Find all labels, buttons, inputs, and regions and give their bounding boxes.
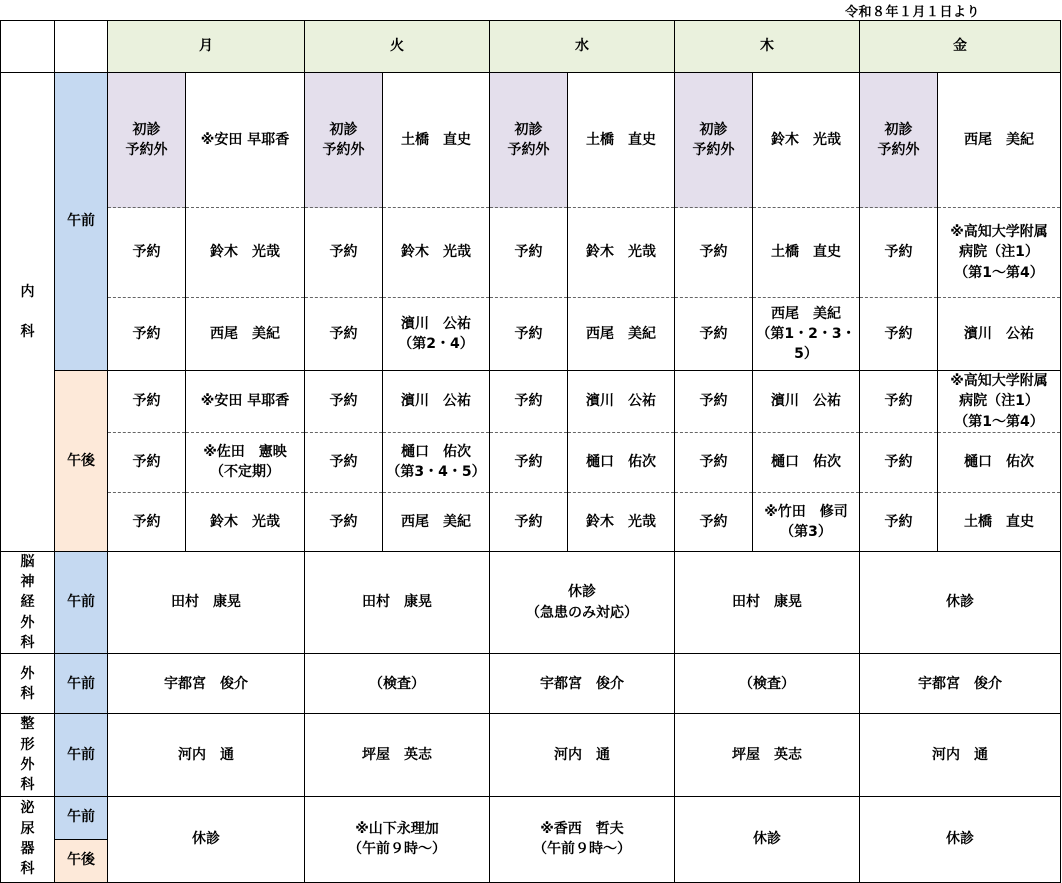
outpatient-schedule-table bbox=[0, 20, 1061, 883]
hinyoki-fri: 休診 bbox=[860, 796, 1061, 882]
dept-naika: 内 科 bbox=[1, 73, 55, 552]
slot-type: 初診 予約外 bbox=[108, 73, 186, 208]
period-am: 午前 bbox=[55, 796, 108, 839]
slot-type: 初診 予約外 bbox=[490, 73, 568, 208]
period-am: 午前 bbox=[55, 654, 108, 714]
seikei-wed: 河内 通 bbox=[490, 714, 675, 796]
effective-date-note: 令和８年１月１日より bbox=[844, 5, 980, 20]
day-header-mon: 月 bbox=[108, 21, 305, 73]
slot-doctor: 土橋 直史 bbox=[383, 73, 490, 208]
geka-row bbox=[1, 654, 1061, 714]
slot-doctor: 西尾 美紀 （第1・2・3・ 5） bbox=[753, 298, 860, 371]
noshinkei-fri: 休診 bbox=[860, 551, 1061, 653]
slot-doctor: 土橋 直史 bbox=[753, 208, 860, 298]
slot-type: 予約 bbox=[675, 298, 753, 371]
slot-type: 予約 bbox=[305, 432, 383, 492]
slot-type: 予約 bbox=[675, 432, 753, 492]
seikei-mon: 河内 通 bbox=[108, 714, 305, 796]
noshinkei-wed: 休診 （急患のみ対応） bbox=[490, 551, 675, 653]
slot-type: 予約 bbox=[860, 371, 938, 433]
geka-fri: 宇都宮 俊介 bbox=[860, 654, 1061, 714]
hinyoki-tue: ※山下永理加 （午前９時～） bbox=[305, 796, 490, 882]
slot-type: 予約 bbox=[675, 208, 753, 298]
dept-hinyoki: 泌 尿 器 科 bbox=[1, 796, 55, 882]
slot-doctor: 濱川 公祐 （第2・4） bbox=[383, 298, 490, 371]
slot-doctor: 西尾 美紀 bbox=[383, 492, 490, 551]
noshinkei-row bbox=[1, 551, 1061, 653]
slot-doctor: 濱川 公祐 bbox=[938, 298, 1061, 371]
period-pm: 午後 bbox=[55, 371, 108, 552]
slot-doctor: 土橋 直史 bbox=[938, 492, 1061, 551]
hinyoki-thu: 休診 bbox=[675, 796, 860, 882]
hinyoki-mon: 休診 bbox=[108, 796, 305, 882]
slot-doctor: 西尾 美紀 bbox=[938, 73, 1061, 208]
day-header-row bbox=[1, 21, 1061, 73]
hinyoki-wed: ※香西 哲夫 （午前９時～） bbox=[490, 796, 675, 882]
slot-type: 予約 bbox=[860, 492, 938, 551]
seikei-fri: 河内 通 bbox=[860, 714, 1061, 796]
dept-noshinkei-geka: 脳 神 経 外 科 bbox=[1, 551, 55, 653]
slot-type: 予約 bbox=[860, 208, 938, 298]
slot-doctor: 土橋 直史 bbox=[568, 73, 675, 208]
slot-doctor: ※高知大学附属 病院（注1） （第1～第4） bbox=[938, 371, 1061, 433]
slot-doctor: 鈴木 光哉 bbox=[186, 492, 305, 551]
naika-pm-row-2 bbox=[1, 432, 1061, 492]
slot-type: 予約 bbox=[860, 298, 938, 371]
naika-am-row-1 bbox=[1, 73, 1061, 208]
day-header-tue: 火 bbox=[305, 21, 490, 73]
slot-doctor: 鈴木 光哉 bbox=[568, 492, 675, 551]
slot-doctor: 樋口 佑次 bbox=[568, 432, 675, 492]
naika-am-row-2 bbox=[1, 208, 1061, 298]
slot-doctor: ※佐田 憲映 （不定期） bbox=[186, 432, 305, 492]
day-header-thu: 木 bbox=[675, 21, 860, 73]
geka-tue: （検査） bbox=[305, 654, 490, 714]
slot-type: 初診 予約外 bbox=[675, 73, 753, 208]
slot-doctor: 濱川 公祐 bbox=[568, 371, 675, 433]
period-am: 午前 bbox=[55, 714, 108, 796]
corner-cell bbox=[1, 21, 55, 73]
slot-doctor: ※高知大学附属 病院（注1） （第1～第4） bbox=[938, 208, 1061, 298]
period-pm: 午後 bbox=[55, 839, 108, 882]
slot-doctor: 樋口 佑次 （第3・4・5） bbox=[383, 432, 490, 492]
slot-type: 予約 bbox=[675, 371, 753, 433]
slot-doctor: 樋口 佑次 bbox=[938, 432, 1061, 492]
noshinkei-mon: 田村 康晃 bbox=[108, 551, 305, 653]
slot-type: 予約 bbox=[305, 208, 383, 298]
slot-type: 予約 bbox=[108, 432, 186, 492]
seikei-tue: 坪屋 英志 bbox=[305, 714, 490, 796]
dept-seikei-geka: 整 形 外 科 bbox=[1, 714, 55, 796]
slot-type: 初診 予約外 bbox=[305, 73, 383, 208]
slot-type: 予約 bbox=[675, 492, 753, 551]
slot-type: 初診 予約外 bbox=[860, 73, 938, 208]
slot-type: 予約 bbox=[860, 432, 938, 492]
slot-type: 予約 bbox=[490, 298, 568, 371]
day-header-fri: 金 bbox=[860, 21, 1061, 73]
slot-doctor: 西尾 美紀 bbox=[568, 298, 675, 371]
corner-cell bbox=[55, 21, 108, 73]
slot-type: 予約 bbox=[108, 298, 186, 371]
seikei-row bbox=[1, 714, 1061, 796]
period-am: 午前 bbox=[55, 551, 108, 653]
slot-type: 予約 bbox=[490, 208, 568, 298]
slot-type: 予約 bbox=[490, 492, 568, 551]
slot-doctor: 西尾 美紀 bbox=[186, 298, 305, 371]
slot-doctor: 濱川 公祐 bbox=[753, 371, 860, 433]
slot-type: 予約 bbox=[108, 371, 186, 433]
slot-doctor: 鈴木 光哉 bbox=[383, 208, 490, 298]
slot-type: 予約 bbox=[305, 298, 383, 371]
seikei-thu: 坪屋 英志 bbox=[675, 714, 860, 796]
dept-geka: 外 科 bbox=[1, 654, 55, 714]
naika-pm-row-1 bbox=[1, 371, 1061, 433]
slot-doctor: ※安田 早耶香 bbox=[186, 371, 305, 433]
slot-doctor: 鈴木 光哉 bbox=[753, 73, 860, 208]
geka-wed: 宇都宮 俊介 bbox=[490, 654, 675, 714]
noshinkei-tue: 田村 康晃 bbox=[305, 551, 490, 653]
period-am: 午前 bbox=[55, 73, 108, 371]
slot-doctor: ※安田 早耶香 bbox=[186, 73, 305, 208]
slot-type: 予約 bbox=[305, 371, 383, 433]
geka-thu: （検査） bbox=[675, 654, 860, 714]
slot-type: 予約 bbox=[108, 208, 186, 298]
slot-doctor: 濱川 公祐 bbox=[383, 371, 490, 433]
naika-am-row-3 bbox=[1, 298, 1061, 371]
slot-doctor: 鈴木 光哉 bbox=[186, 208, 305, 298]
slot-type: 予約 bbox=[108, 492, 186, 551]
slot-type: 予約 bbox=[490, 371, 568, 433]
day-header-wed: 水 bbox=[490, 21, 675, 73]
slot-doctor: ※竹田 修司 （第3） bbox=[753, 492, 860, 551]
slot-type: 予約 bbox=[305, 492, 383, 551]
noshinkei-thu: 田村 康晃 bbox=[675, 551, 860, 653]
naika-pm-row-3 bbox=[1, 492, 1061, 551]
slot-doctor: 樋口 佑次 bbox=[753, 432, 860, 492]
slot-doctor: 鈴木 光哉 bbox=[568, 208, 675, 298]
geka-mon: 宇都宮 俊介 bbox=[108, 654, 305, 714]
slot-type: 予約 bbox=[490, 432, 568, 492]
